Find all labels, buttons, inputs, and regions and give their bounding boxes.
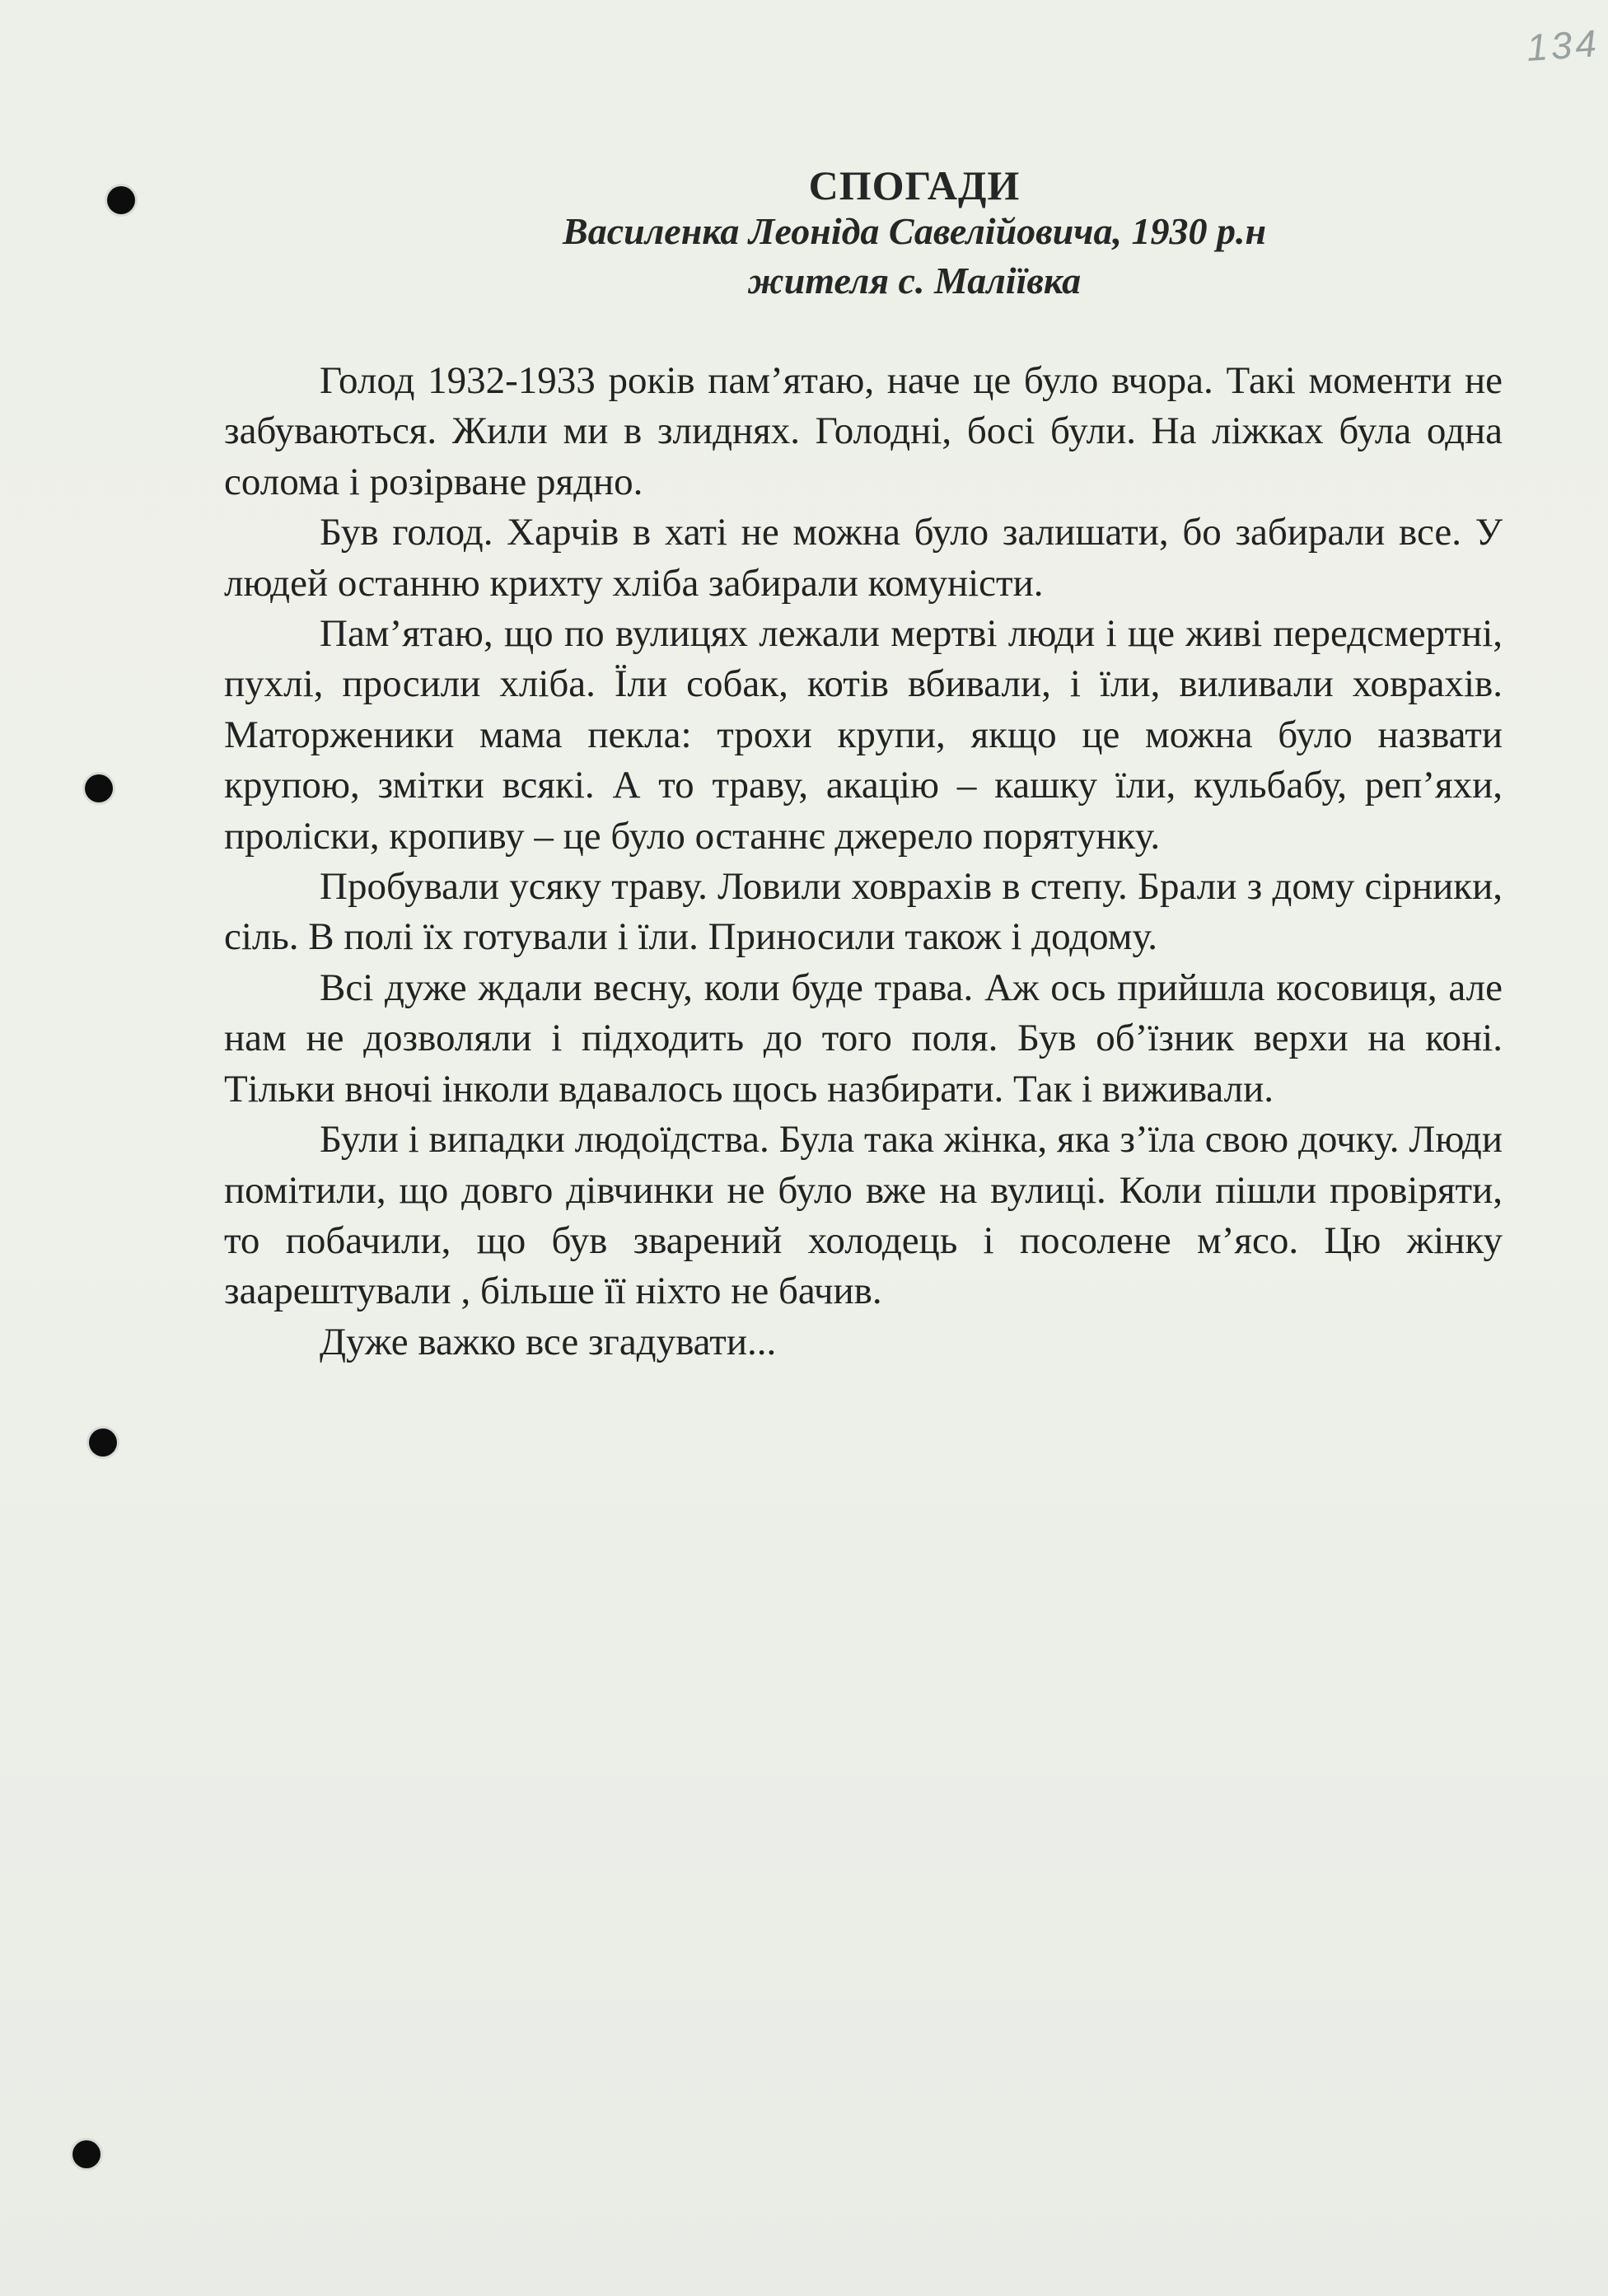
document-title: СПОГАДИ xyxy=(808,162,1021,208)
punch-hole-icon xyxy=(107,186,135,214)
punch-hole-icon xyxy=(89,1429,117,1457)
paragraph: Були і випадки людоїдства. Була така жінка, яка з’їла свою дочку. Люди помітили, що довго дівчинки не було вже на вулиці. Коли пішли провіряти, то побачили, що був зварений холодець і посолене м’ясо. Цю жінку заарештували , більше її ніхто не бачив. xyxy=(224,1118,1503,1313)
paragraph: Дуже важко все згадувати... xyxy=(320,1320,777,1363)
paragraph: Був голод. Харчів в хаті не можна було залишати, бо забирали все. У людей останню крихту хліба забирали комуністи. xyxy=(224,511,1503,605)
punch-hole-icon xyxy=(72,2140,100,2168)
paragraph: Пробували усяку траву. Ловили ховрахів в степу. Брали з дому сірники, сіль. В полі їх готували і їли. Приносили також і додому. xyxy=(224,865,1503,959)
paragraph: Голод 1932-1933 років пам’ятаю, наче це було вчора. Такі моменти не забуваються. Жили ми в злиднях. Голодні, босі були. На ліжках була одна солома і розірване рядно. xyxy=(224,359,1503,503)
document-residence: жителя с. Маліївка xyxy=(747,260,1082,302)
paragraph: Всі дуже ждали весну, коли буде трава. Аж ось прийшла косовиця, але нам не дозволяли і підходить до того поля. Був об’їзник верхи на коні. Тільки вночі інколи вдавалось щось назбирати. Так і виживали. xyxy=(224,966,1503,1111)
document-author: Василенка Леоніда Савелійовича, 1930 р.н xyxy=(563,210,1266,252)
memoir-body xyxy=(224,356,1503,1368)
handwritten-page-number: 134 xyxy=(1525,21,1601,70)
paragraph: Пам’ятаю, що по вулицях лежали мертві люди і ще живі передсмертні, пухлі, просили хліба. Їли собак, котів вбивали, і їли, виливали ховрахів. Маторженики мама пекла: трохи крупи, якщо це можна було назвати крупою, змітки всякі. А то траву, акацію – кашку їли, кульбабу, реп’яхи, проліски, кропиву – це було останнє джерело порятунку. xyxy=(224,612,1503,858)
punch-hole-icon xyxy=(85,774,113,802)
